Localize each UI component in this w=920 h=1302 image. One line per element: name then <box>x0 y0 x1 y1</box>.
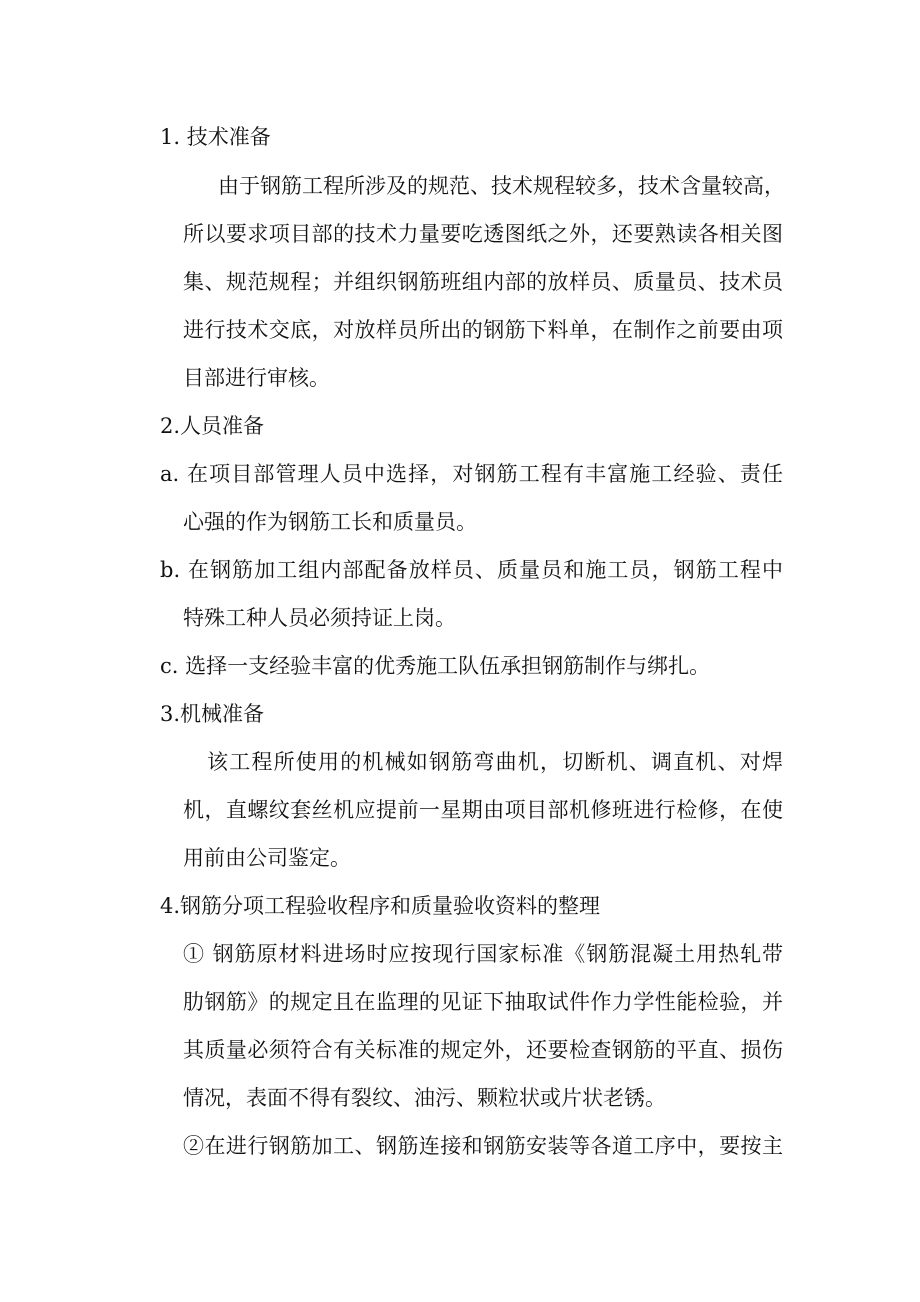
section-4-heading: 4.钢筋分项工程验收程序和质量验收资料的整理 <box>160 894 601 918</box>
section-1-line-5: 目部进行审核。 <box>183 366 330 390</box>
section-1-heading: 1. 技术准备 <box>160 125 271 149</box>
section-4-item-2-line-1: ②在进行钢筋加工、钢筋连接和钢筋安装等各道工序中，要按主 <box>183 1134 783 1158</box>
section-4-item-1-line-2: 肋钢筋》的规定且在监理的见证下抽取试件作力学性能检验，并 <box>183 990 783 1014</box>
section-1-line-2: 所以要求项目部的技术力量要吃透图纸之外，还要熟读各相关图 <box>183 222 783 246</box>
section-1-line-1: 由于钢筋工程所涉及的规范、技术规程较多，技术含量较高， <box>218 174 785 198</box>
section-2-item-a-line-1: a. 在项目部管理人员中选择，对钢筋工程有丰富施工经验、责任 <box>160 462 783 486</box>
section-2-item-b-line-1: b. 在钢筋加工组内部配备放样员、质量员和施工员，钢筋工程中 <box>160 558 783 582</box>
section-4-item-1-line-3: 其质量必须符合有关标准的规定外，还要检查钢筋的平直、损伤 <box>183 1038 783 1062</box>
section-3-heading: 3.机械准备 <box>160 702 265 726</box>
section-2-item-c: c. 选择一支经验丰富的优秀施工队伍承担钢筋制作与绑扎。 <box>160 654 711 678</box>
section-2-item-b-line-2: 特殊工种人员必须持证上岗。 <box>183 606 456 630</box>
section-2-heading: 2.人员准备 <box>160 414 265 438</box>
section-1-line-3: 集、规范规程；并组织钢筋班组内部的放样员、质量员、技术员 <box>183 270 783 294</box>
section-3-line-2: 机，直螺纹套丝机应提前一星期由项目部机修班进行检修，在使 <box>183 798 783 822</box>
section-4-item-1-line-1: ① 钢筋原材料进场时应按现行国家标准《钢筋混凝土用热轧带 <box>183 942 783 966</box>
section-4-item-1-line-4: 情况，表面不得有裂纹、油污、颗粒状或片状老锈。 <box>183 1086 666 1110</box>
section-3-line-3: 用前由公司鉴定。 <box>183 846 351 870</box>
section-1-line-4: 进行技术交底，对放样员所出的钢筋下料单，在制作之前要由项 <box>183 318 783 342</box>
section-2-item-a-line-2: 心强的作为钢筋工长和质量员。 <box>183 510 477 534</box>
section-3-line-1: 该工程所使用的机械如钢筋弯曲机，切断机、调直机、对焊 <box>207 750 783 774</box>
